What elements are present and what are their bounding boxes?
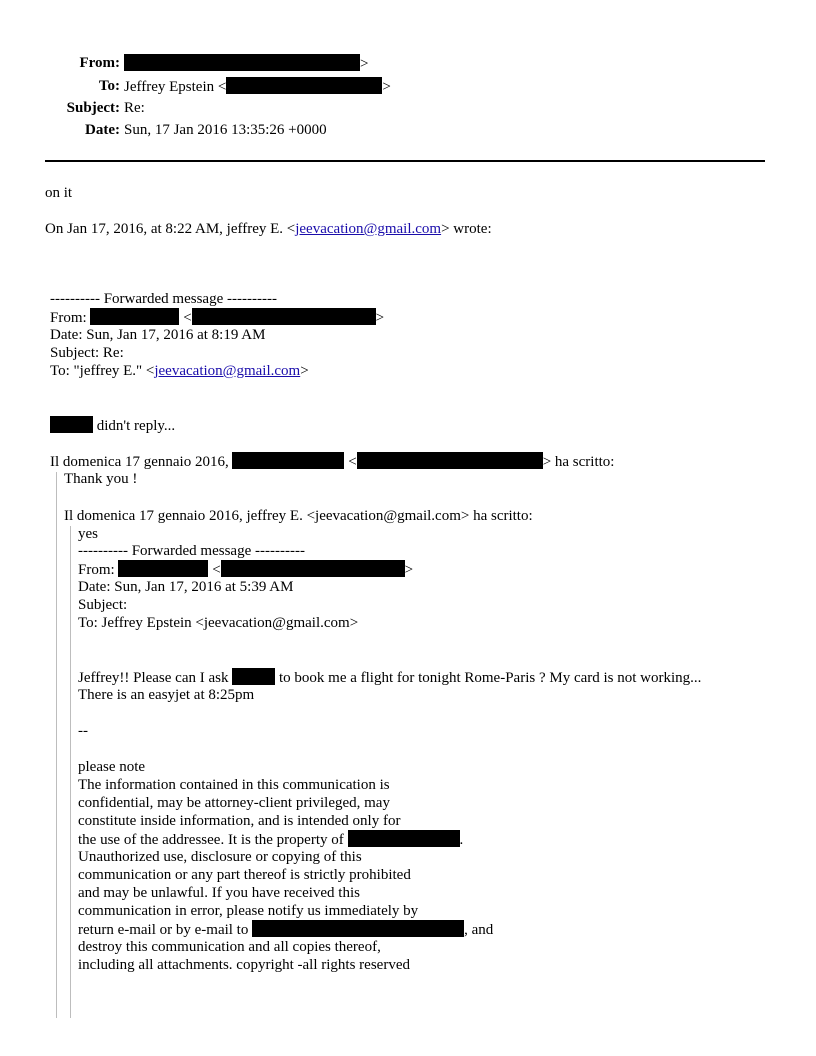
forward2-from-line: [78, 560, 413, 579]
italian-attribution: [50, 452, 614, 471]
header-from-value: [124, 54, 368, 73]
didnt-reply-text: didn't reply...: [96, 418, 176, 434]
header-to-suffix: >: [382, 79, 391, 95]
forward2-date: Date: Sun, Jan 17, 2016 at 5:39 AM: [78, 579, 294, 595]
header-divider: [45, 160, 765, 162]
disclaimer-line: and may be unlawful. If you have received this: [78, 885, 360, 901]
header-subject-row: [0, 99, 816, 117]
forward2-marker: ---------- Forwarded message ----------: [78, 543, 305, 559]
message-part-2: to book me a flight for tonight Rome-Paris ? My card is not working...: [278, 670, 702, 686]
forward-to-prefix: To: "jeffrey E." <: [50, 363, 155, 379]
redacted-assistant-name: [232, 668, 275, 685]
header-to-label: To:: [98, 78, 120, 94]
reply-attribution: [45, 220, 492, 238]
disclaimer-line-text: the use of the addressee. It is the property of: [78, 832, 344, 848]
redacted-forward-sender-email: [192, 308, 376, 325]
header-to-row: [0, 77, 816, 95]
reply-text: on it: [45, 185, 73, 201]
disclaimer-line: including all attachments. copyright -all rights reserved: [78, 957, 410, 973]
italian-attribution-prefix: Il domenica 17 gennaio 2016,: [50, 454, 229, 470]
redacted-contact-email: [252, 920, 464, 937]
redacted-forward2-sender-email: [221, 560, 405, 577]
header-subject-label: Subject:: [66, 100, 120, 116]
header-subject-value: Re:: [124, 100, 145, 116]
message-line-1: [78, 668, 701, 687]
forward-subject: Subject: Re:: [50, 345, 124, 361]
attribution-prefix: On Jan 17, 2016, at 8:22 AM, jeffrey E. <: [45, 221, 296, 237]
header-date-row: [0, 121, 816, 139]
italian-lt: <: [348, 454, 357, 470]
forward-from-gt: >: [375, 310, 385, 326]
message-line-2: There is an easyjet at 8:25pm: [78, 687, 255, 703]
forward-from-line: [50, 308, 384, 327]
redacted-forward-sender-name: [90, 308, 179, 325]
redacted-company-name: [348, 830, 460, 847]
quote-bar-outer: [56, 472, 57, 1018]
disclaimer-line: The information contained in this communication is: [78, 777, 390, 793]
disclaimer-line: destroy this communication and all copies thereof,: [78, 939, 381, 955]
forward2-from-lt: <: [212, 562, 221, 578]
header-date-value: Sun, 17 Jan 2016 13:35:26 +0000: [124, 122, 327, 138]
forward2-to: To: Jeffrey Epstein <jeevacation@gmail.com>: [78, 615, 359, 631]
disclaimer-line: communication or any part thereof is strictly prohibited: [78, 867, 411, 883]
forward-date: Date: Sun, Jan 17, 2016 at 8:19 AM: [50, 327, 266, 343]
redacted-sender: [124, 54, 360, 71]
disclaimer-period: .: [459, 832, 464, 848]
message-part-1: Jeffrey!! Please can I ask: [78, 670, 229, 686]
header-from-row: [0, 54, 816, 72]
didnt-reply-line: [50, 416, 175, 435]
italian-suffix: > ha scritto:: [542, 454, 615, 470]
redacted-italian-sender-name: [232, 452, 344, 469]
forward-marker: ---------- Forwarded message ----------: [50, 291, 277, 307]
disclaimer-line-text: return e-mail or by e-mail to: [78, 922, 249, 938]
redacted-forward2-sender-name: [118, 560, 208, 577]
disclaimer-line: Unauthorized use, disclosure or copying of this: [78, 849, 362, 865]
disclaimer-line: constitute inside information, and is intended only for: [78, 813, 401, 829]
forward-to-email-link[interactable]: jeevacation@gmail.com: [154, 363, 301, 379]
signature-separator: --: [78, 723, 88, 739]
header-to-name: Jeffrey Epstein <: [124, 79, 227, 95]
disclaimer-title: please note: [78, 759, 146, 775]
disclaimer-line: [78, 830, 463, 849]
redacted-name: [50, 416, 93, 433]
header-from-label: From:: [79, 55, 120, 71]
header-to-value: [124, 77, 391, 96]
attribution-email-link[interactable]: jeevacation@gmail.com: [295, 221, 442, 237]
forward2-from-label: From:: [78, 562, 115, 578]
header-from-suffix: >: [360, 56, 369, 72]
forward-to-line: [50, 362, 309, 380]
disclaimer-line: confidential, may be attorney-client privileged, may: [78, 795, 390, 811]
disclaimer-line: communication in error, please notify us immediately by: [78, 903, 419, 919]
disclaimer-and: , and: [464, 922, 494, 938]
quote-bar-inner: [70, 526, 71, 1018]
attribution-suffix: > wrote:: [441, 221, 492, 237]
forward-from-label: From:: [50, 310, 87, 326]
quoted-yes: yes: [78, 526, 98, 542]
thank-you-text: Thank you !: [64, 471, 138, 487]
quoted-attribution: Il domenica 17 gennaio 2016, jeffrey E. <jeevacation@gmail.com> ha scritto:: [64, 508, 533, 524]
forward-from-lt: <: [183, 310, 192, 326]
disclaimer-line: [78, 920, 493, 939]
forward2-from-gt: >: [404, 562, 414, 578]
redacted-recipient-email: [226, 77, 382, 94]
redacted-italian-sender-email: [357, 452, 543, 469]
forward-to-suffix: >: [300, 363, 309, 379]
header-date-label: Date:: [85, 122, 120, 138]
forward2-subject: Subject:: [78, 597, 128, 613]
